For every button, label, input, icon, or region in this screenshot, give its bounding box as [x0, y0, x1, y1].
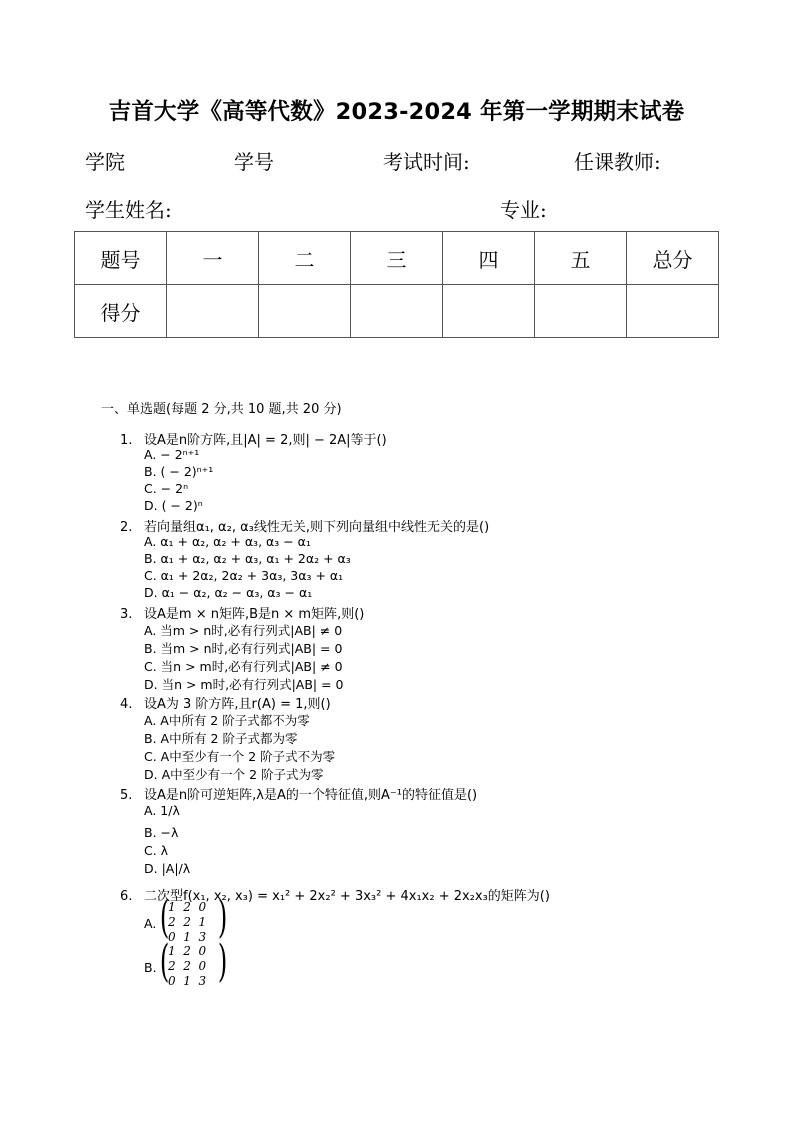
- header-cell: 三: [351, 232, 443, 285]
- matrix-row: 2 2 1: [168, 915, 207, 929]
- major-label: 专业:: [500, 198, 547, 222]
- header-cell: 一: [167, 232, 259, 285]
- header-cell: 题号: [75, 232, 167, 285]
- score-cell[interactable]: [351, 285, 443, 338]
- question-3: [120, 603, 364, 622]
- option-1b: B. ( − 2)ⁿ⁺¹: [144, 464, 214, 479]
- score-cell[interactable]: [259, 285, 351, 338]
- matrix-row: 0 1 3: [168, 930, 207, 944]
- question-text: 二次型f(x₁, x₂, x₃) = x₁² + 2x₂² + 3x₃² + 4x₁x₂ + 2x₂x₃的矩阵为(): [144, 889, 550, 904]
- score-cell[interactable]: [535, 285, 627, 338]
- score-cell[interactable]: [627, 285, 719, 338]
- option-1c: C. − 2ⁿ: [144, 481, 189, 496]
- left-paren-icon: (: [159, 936, 170, 987]
- option-3b: B. 当m > n时,必有行列式|AB| = 0: [144, 641, 343, 656]
- header-cell: 总分: [627, 232, 719, 285]
- option-2c: C. α₁ + 2α₂, 2α₂ + 3α₃, 3α₃ + α₁: [144, 568, 344, 583]
- option-6b: B.: [144, 960, 157, 975]
- student-id-label: 学号: [234, 150, 274, 174]
- question-2: [120, 516, 489, 535]
- question-number: 3.: [120, 607, 133, 622]
- score-row-label: 得分: [75, 285, 167, 338]
- question-text: 设A是n阶方阵,且|A| = 2,则| − 2A|等于(): [144, 433, 387, 448]
- option-3d: D. 当n > m时,必有行列式|AB| = 0: [144, 677, 344, 692]
- exam-time-label: 考试时间:: [383, 150, 470, 174]
- option-3c: C. 当n > m时,必有行列式|AB| ≠ 0: [144, 659, 343, 674]
- matrix-row: 2 2 0: [168, 959, 207, 973]
- option-2b: B. α₁ + α₂, α₂ + α₃, α₁ + 2α₂ + α₃: [144, 551, 351, 566]
- right-paren-icon: ): [217, 936, 228, 987]
- matrix-b: [159, 936, 230, 990]
- teacher-label: 任课教师:: [574, 150, 661, 174]
- option-4a: A. A中所有 2 阶子式都不为零: [144, 713, 310, 728]
- option-5a: A. 1/λ: [144, 803, 180, 818]
- option-6a: A.: [144, 916, 157, 931]
- question-5: [120, 784, 477, 803]
- question-text: 设A是m × n矩阵,B是n × m矩阵,则(): [144, 607, 365, 622]
- option-4c: C. A中至少有一个 2 阶子式不为零: [144, 749, 336, 764]
- header-cell: 四: [443, 232, 535, 285]
- student-name-label: 学生姓名:: [85, 198, 172, 222]
- score-cell[interactable]: [443, 285, 535, 338]
- score-table: [74, 231, 719, 338]
- matrix-row: 1 2 0: [168, 900, 207, 914]
- question-text: 设A是n阶可逆矩阵,λ是A的一个特征值,则A⁻¹的特征值是(): [144, 788, 478, 803]
- section-title: 一、单选题(每题 2 分,共 10 题,共 20 分): [101, 402, 342, 417]
- option-1d: D. ( − 2)ⁿ: [144, 498, 203, 513]
- question-number: 4.: [120, 697, 133, 712]
- option-5c: C. λ: [144, 843, 169, 858]
- header-cell: 二: [259, 232, 351, 285]
- question-number: 2.: [120, 520, 133, 535]
- left-paren-icon: (: [159, 892, 170, 943]
- option-5d: D. |A|/λ: [144, 861, 191, 876]
- matrix-row: 1 2 0: [168, 944, 207, 958]
- exam-title: 吉首大学《高等代数》2023-2024 年第一学期期末试卷: [108, 99, 685, 125]
- question-number: 1.: [120, 433, 133, 448]
- score-table-score-row: [75, 285, 719, 338]
- question-text: 设A为 3 阶方阵,且r(A) = 1,则(): [144, 697, 331, 712]
- matrix-row: 0 1 3: [168, 974, 207, 988]
- option-4b: B. A中所有 2 阶子式都为零: [144, 731, 298, 746]
- option-2d: D. α₁ − α₂, α₂ − α₃, α₃ − α₁: [144, 585, 313, 600]
- right-paren-icon: ): [217, 892, 228, 943]
- score-table-header-row: [75, 232, 719, 285]
- score-cell[interactable]: [167, 285, 259, 338]
- question-number: 6.: [120, 889, 133, 904]
- option-3a: A. 当m > n时,必有行列式|AB| ≠ 0: [144, 623, 343, 638]
- question-text: 若向量组α₁, α₂, α₃线性无关,则下列向量组中线性无关的是(): [144, 520, 490, 535]
- header-cell: 五: [535, 232, 627, 285]
- option-5b: B. −λ: [144, 825, 179, 840]
- question-1: [120, 429, 387, 448]
- option-2a: A. α₁ + α₂, α₂ + α₃, α₃ − α₁: [144, 534, 311, 549]
- question-number: 5.: [120, 788, 133, 803]
- question-4: [120, 693, 331, 712]
- college-label: 学院: [85, 150, 125, 174]
- option-1a: A. − 2ⁿ⁺¹: [144, 447, 200, 462]
- option-4d: D. A中至少有一个 2 阶子式为零: [144, 767, 324, 782]
